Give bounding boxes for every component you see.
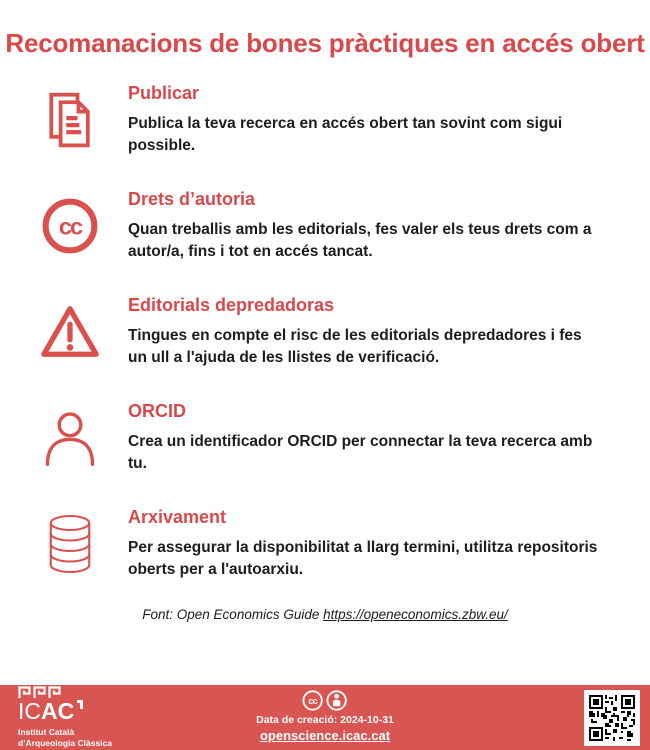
warning-triangle-icon <box>38 299 102 365</box>
icac-org-name <box>18 727 112 749</box>
icac-acronym-light: IC <box>18 697 41 724</box>
page-title: Recomanacions de bones pràctiques en accés obert <box>5 28 645 58</box>
creation-date: Data de creació: 2024-10-31 <box>256 714 394 726</box>
greek-key-icon <box>18 686 112 698</box>
section-drets-autoria <box>38 183 602 269</box>
section-heading: ORCID <box>128 401 186 421</box>
cc-icon <box>302 689 325 712</box>
section-heading: Drets d’autoria <box>128 189 256 209</box>
icac-org-line1: Institut Català <box>18 726 75 737</box>
section-text <box>128 189 602 263</box>
section-heading: Editorials depredadoras <box>128 295 335 315</box>
section-body: Crea un identificador ORCID per connectar la teva recerca amb tu. <box>128 433 593 472</box>
icac-logo <box>18 686 112 749</box>
section-body: Tingues en compte el risc de les editorials depredadores i fes un ull a l'ajuda de les llistes de verificació. <box>128 327 582 366</box>
qr-code <box>584 690 640 746</box>
section-text <box>128 83 602 157</box>
section-editorials-depredadores <box>38 289 602 375</box>
source-note <box>0 607 650 622</box>
section-publicar <box>38 77 602 163</box>
section-body: Per assegurar la disponibilitat a llarg termini, utilitza repositoris oberts per a l'autoarxiu. <box>128 539 598 578</box>
icac-org-line2: d’Arqueologia Clàssica <box>18 738 112 748</box>
section-orcid <box>38 395 602 481</box>
database-icon <box>38 511 102 577</box>
section-body: Publica la teva recerca en accés obert tan sovint com sigui possible. <box>128 115 563 154</box>
footer-bar <box>0 685 650 750</box>
cc-by-license-icons <box>302 689 349 712</box>
icac-logo-mark <box>77 700 83 709</box>
section-text <box>128 295 602 369</box>
creative-commons-icon <box>38 193 102 259</box>
section-heading: Arxivament <box>128 507 227 527</box>
cc-glyph-text: cc <box>58 213 82 240</box>
recommendations-list <box>0 77 650 587</box>
icac-acronym <box>18 697 112 724</box>
icac-acronym-bold: AC <box>41 697 75 724</box>
by-attribution-icon <box>326 689 349 712</box>
section-heading: Publicar <box>128 83 200 103</box>
source-link[interactable]: https://openeconomics.zbw.eu/ <box>323 607 508 622</box>
person-icon <box>38 405 102 471</box>
section-arxivament <box>38 501 602 587</box>
cc-glyph-text: cc <box>308 695 318 706</box>
footer-center <box>256 689 394 743</box>
website-link[interactable]: openscience.icac.cat <box>259 728 391 743</box>
section-text <box>128 401 602 475</box>
section-text <box>128 507 602 581</box>
source-note-text: Font: Open Economics Guide <box>142 607 324 622</box>
documents-icon <box>38 87 102 153</box>
section-body: Quan treballis amb les editorials, fes valer els teus drets com a autor/a, fins i tot en accés tancat. <box>128 221 592 260</box>
